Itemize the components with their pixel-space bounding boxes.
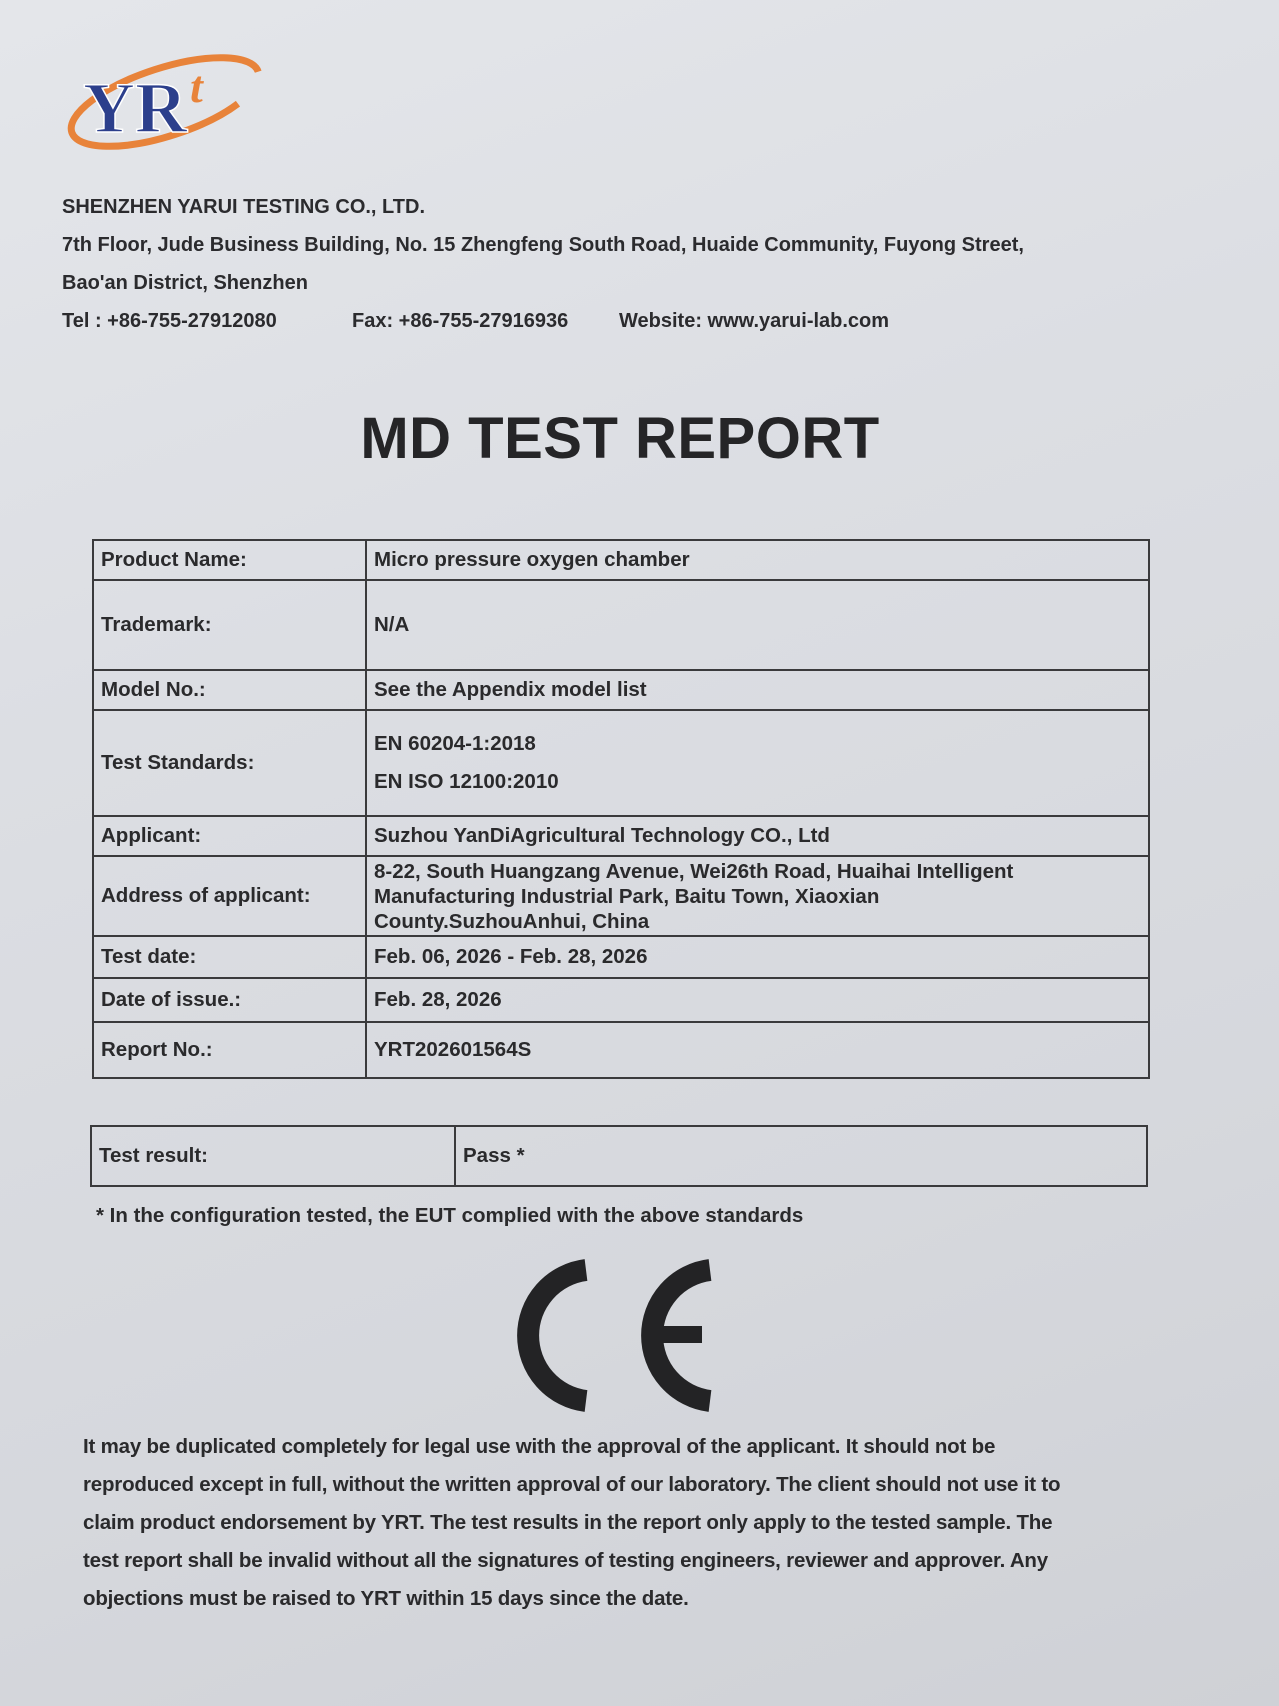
row-value-list	[366, 856, 1149, 936]
ce-mark-icon	[500, 1258, 720, 1413]
company-header	[62, 188, 1024, 340]
table-row	[93, 978, 1149, 1022]
fax: Fax: +86-755-27916936	[352, 310, 569, 332]
svg-text:t: t	[190, 61, 203, 112]
result-value: Pass *	[455, 1126, 1147, 1186]
row-value: N/A	[366, 580, 1149, 670]
disclaimer-text	[83, 1428, 1183, 1618]
row-value: YRT202601564S	[366, 1022, 1149, 1078]
table-row	[93, 856, 1149, 936]
address-line: County.SuzhouAnhui, China	[374, 909, 650, 933]
standard-item: EN 60204-1:2018	[374, 732, 536, 755]
row-value: See the Appendix model list	[366, 670, 1149, 710]
disclaimer-line: reproduced except in full, without the written approval of our laboratory. The client should not use it to	[83, 1473, 1061, 1496]
row-value-list	[366, 710, 1149, 816]
disclaimer-line: test report shall be invalid without all the signatures of testing engineers, reviewer and approver. Any	[83, 1549, 1048, 1572]
row-label: Product Name:	[93, 540, 366, 580]
table-row	[93, 580, 1149, 670]
row-label: Trademark:	[93, 580, 366, 670]
address-line: 8-22, South Huangzang Avenue, Wei26th Road, Huaihai Intelligent	[374, 859, 1014, 883]
svg-text:YR: YR	[83, 68, 187, 148]
result-label: Test result:	[91, 1126, 455, 1186]
disclaimer-line: claim product endorsement by YRT. The test results in the report only apply to the tested sample. The	[83, 1511, 1053, 1534]
report-info-table	[92, 539, 1150, 1079]
website: Website: www.yarui-lab.com	[619, 310, 890, 332]
test-result-table	[90, 1125, 1148, 1187]
disclaimer-line: It may be duplicated completely for legal use with the approval of the applicant. It should not be	[83, 1435, 996, 1458]
company-name: SHENZHEN YARUI TESTING CO., LTD.	[62, 196, 425, 218]
table-row	[93, 1022, 1149, 1078]
row-value: Suzhou YanDiAgricultural Technology CO., Ltd	[366, 816, 1149, 856]
row-label: Date of issue.:	[93, 978, 366, 1022]
standard-item: EN ISO 12100:2010	[374, 770, 559, 793]
table-row	[93, 670, 1149, 710]
table-row	[93, 816, 1149, 856]
report-title: MD TEST REPORT	[360, 406, 880, 471]
row-value: Feb. 06, 2026 - Feb. 28, 2026	[366, 936, 1149, 978]
yrt-logo	[55, 40, 265, 165]
row-value: Feb. 28, 2026	[366, 978, 1149, 1022]
row-label: Test date:	[93, 936, 366, 978]
address-line: Manufacturing Industrial Park, Baitu Town, Xiaoxian	[374, 884, 880, 908]
table-row	[93, 540, 1149, 580]
row-value: Micro pressure oxygen chamber	[366, 540, 1149, 580]
disclaimer-line: objections must be raised to YRT within 15 days since the date.	[83, 1587, 689, 1610]
table-row	[91, 1126, 1147, 1186]
row-label: Address of applicant:	[93, 856, 366, 936]
contact-line	[62, 302, 1024, 340]
result-footnote: * In the configuration tested, the EUT complied with the above standards	[96, 1204, 804, 1227]
row-label: Report No.:	[93, 1022, 366, 1078]
row-label: Model No.:	[93, 670, 366, 710]
telephone: Tel : +86-755-27912080	[62, 310, 277, 332]
table-row	[93, 710, 1149, 816]
company-address-line1: 7th Floor, Jude Business Building, No. 15 Zhengfeng South Road, Huaide Community, Fuyong Street,	[62, 234, 1024, 256]
row-label: Test Standards:	[93, 710, 366, 816]
company-address-line2: Bao'an District, Shenzhen	[62, 272, 308, 294]
table-row	[93, 936, 1149, 978]
row-label: Applicant:	[93, 816, 366, 856]
